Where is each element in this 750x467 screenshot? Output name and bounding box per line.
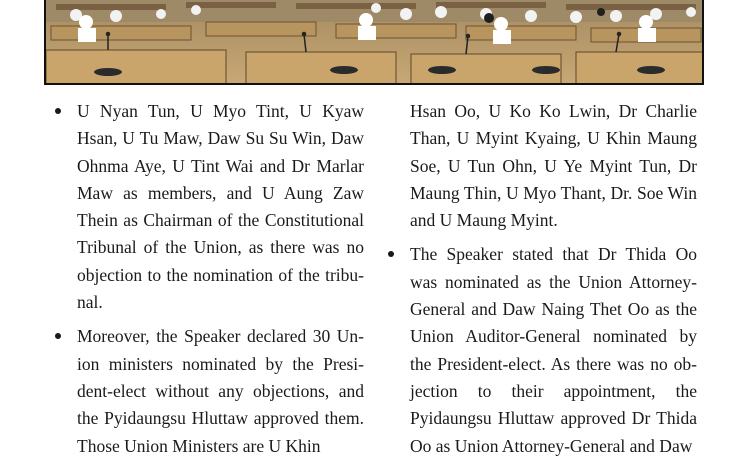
paragraph: Moreover, the Speaker declared 30 Un-ion ministers nominated by the Presi-dent-elect without any objections, and the Pyidaungsu Hluttaw approved them. Those Union Ministers are U Khin bbox=[77, 326, 364, 456]
list-item bbox=[54, 323, 364, 459]
list-item-continuation bbox=[387, 98, 697, 234]
right-bullet-list bbox=[387, 98, 697, 460]
list-item bbox=[54, 98, 364, 316]
paragraph: The Speaker stated that Dr Thida Oo was nominated as the Union Attorney-General and Daw Naing Thet Oo as the Union Auditor-General nominated by the President-elect. As there was no ob-jection to their appointment, the Pyidaungsu Hluttaw approved Dr Thida Oo as Union Attorney-General and Daw bbox=[410, 244, 697, 456]
list-item bbox=[387, 241, 697, 459]
right-column bbox=[387, 98, 697, 467]
paragraph: Hsan Oo, U Ko Ko Lwin, Dr Charlie Than, U Myint Kyaing, U Khin Maung Soe, U Tun Ohn, U Ye Myint Tun, Dr Maung Thin, U Myo Thant, Dr. Soe Win and U Maung Myint. bbox=[410, 101, 697, 231]
left-column bbox=[54, 98, 364, 467]
parliament-hall-photo bbox=[44, 0, 704, 85]
paragraph: U Nyan Tun, U Myo Tint, U Kyaw Hsan, U Tu Maw, Daw Su Su Win, Daw Ohnma Aye, U Tint Wai and Dr Marlar Maw as members, and U Aung Zaw Thein as Chairman of the Constitutional Tribunal of the Union, as there was no objection to the nomination of the tribu-nal. bbox=[77, 101, 364, 313]
left-bullet-list bbox=[54, 98, 364, 460]
